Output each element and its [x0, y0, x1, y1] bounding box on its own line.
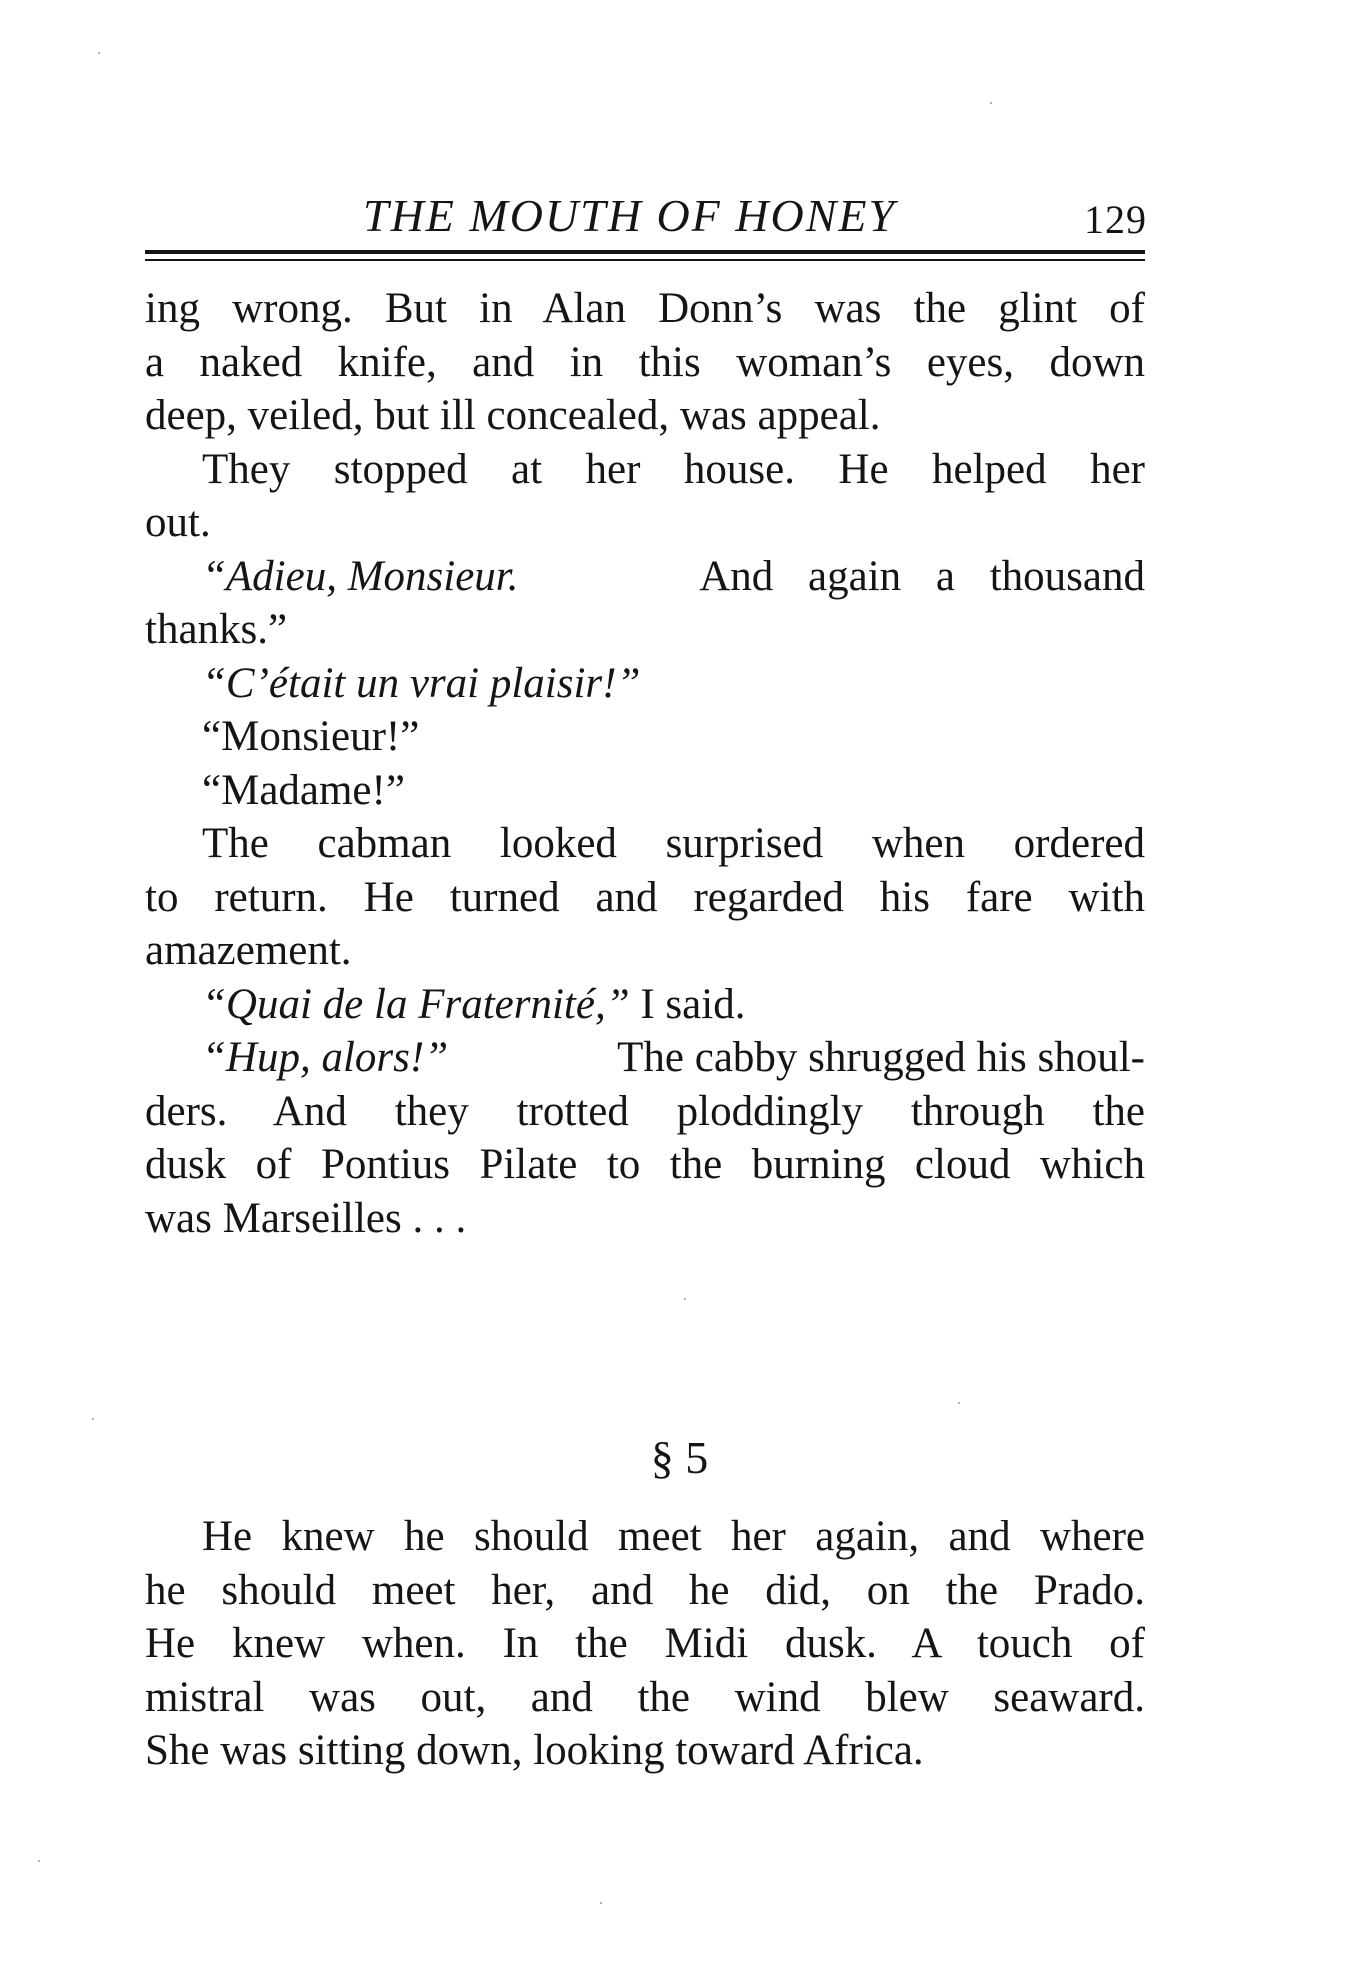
section-mark: § 5 [650, 1432, 709, 1483]
text-run: And again a thousand [666, 552, 1145, 600]
text-line: deep, veiled, but ill concealed, was appeal. [145, 392, 881, 439]
text-line: was Marseilles . . . [145, 1194, 467, 1242]
paper-speck [600, 1902, 602, 1904]
text-line: dusk of Pontius Pilate to the burning cloud which [145, 1141, 1145, 1188]
running-head [145, 186, 1145, 246]
text-line [145, 1031, 1145, 1085]
body-text [145, 282, 1145, 1245]
text-run: The cabby shrugged his shoul- [596, 1034, 1145, 1081]
paper-speck [92, 1418, 94, 1420]
text-line: a naked knife, and in this woman’s eyes, down [145, 338, 1145, 386]
italic-phrase: “Adieu, Monsieur. [202, 552, 519, 600]
text-line: They stopped at her house. He helped her [202, 445, 1145, 493]
italic-phrase: “Quai de la Fraternité,” [202, 980, 630, 1028]
text-line: ders. And they trotted ploddingly through the [145, 1087, 1145, 1135]
paper-speck [38, 1860, 40, 1862]
paper-speck [990, 102, 992, 104]
text-line: he should meet her, and he did, on the Prado. [145, 1566, 1145, 1614]
text-line [145, 550, 1145, 604]
text-line: to return. He turned and regarded his fare with [145, 873, 1145, 921]
header-rule-thin [145, 259, 1145, 261]
paper-speck [684, 1298, 686, 1300]
text-line: out. [145, 499, 211, 546]
paper-speck [958, 1402, 960, 1404]
text-line: He knew he should meet her again, and where [202, 1513, 1145, 1560]
text-line: “Madame!” [202, 766, 405, 814]
text-line: amazement. [145, 927, 352, 974]
text-line: She was sitting down, looking toward Africa. [145, 1727, 924, 1774]
paper-speck [98, 52, 100, 54]
text-line: thanks.” [145, 606, 288, 653]
running-title: THE MOUTH OF HONEY [363, 190, 897, 241]
italic-phrase: “Hup, alors!” [202, 1034, 449, 1081]
text-line: ing wrong. But in Alan Donn’s was the glint of [145, 285, 1145, 332]
text-line: “Monsieur!” [202, 713, 420, 760]
text-line: mistral was out, and the wind blew seaward. [145, 1673, 1145, 1721]
text-run: I said. [629, 980, 746, 1028]
text-line: The cabman looked surprised when ordered [202, 820, 1145, 867]
text-line [145, 978, 1145, 1032]
page-number: 129 [1084, 197, 1147, 242]
text-line: “C’était un vrai plaisir!” [202, 659, 641, 707]
header-rule [145, 250, 1145, 254]
text-line: He knew when. In the Midi dusk. A touch of [145, 1620, 1145, 1667]
section-text [145, 1510, 1145, 1778]
